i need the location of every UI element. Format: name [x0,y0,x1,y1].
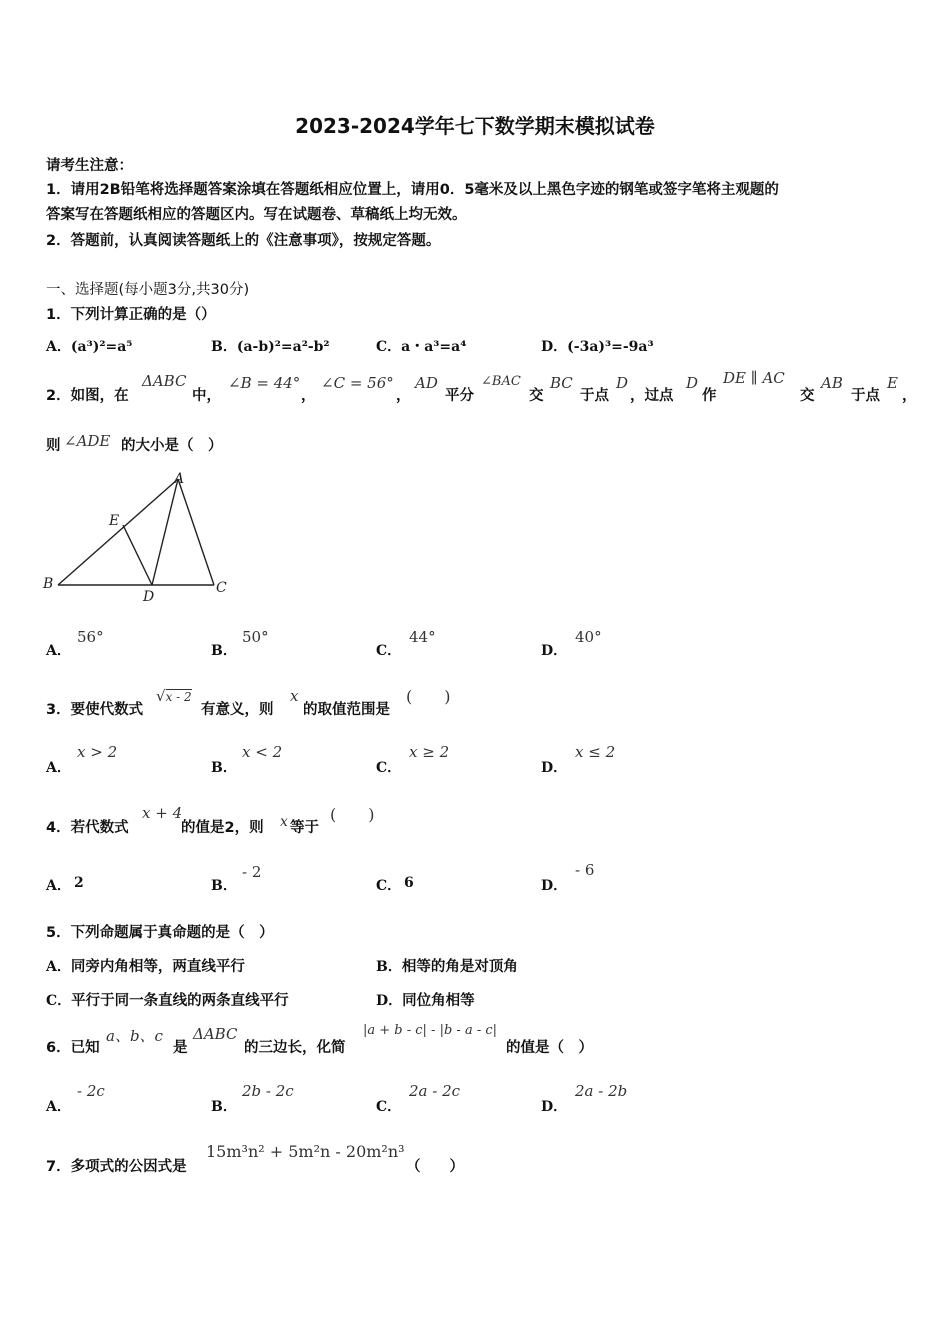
q2-angle-ade: ∠ADE [64,432,111,450]
q2-angle-bac: ∠BAC [481,374,521,389]
q2-text-12: ， [902,388,917,404]
q2-text-4: ， [396,388,411,404]
q2-option-a-value: 56° [77,628,104,646]
q4-option-d-value: - 6 [575,861,595,879]
q4-option-c-label[interactable]: C． [376,878,402,894]
q3-option-d-value: x ≤ 2 [575,743,616,761]
q6-triangle: ΔABC [193,1025,238,1043]
q6-option-b-label[interactable]: B． [211,1099,237,1115]
q6-text-4: 的值是（ ） [506,1040,593,1056]
label-d: D [143,589,155,605]
q7-stem: 7．多项式的公因式是 [46,1159,187,1175]
option-value: a・a³=a⁴ [401,339,467,355]
q2-option-d-value: 40° [575,628,602,646]
q1-option-d[interactable] [541,336,654,356]
q3-option-c-label[interactable]: C． [376,760,402,776]
q4-option-c-value: 6 [404,875,414,891]
q4-text-1: 4．若代数式 [46,820,129,836]
q4-expr: x + 4 [142,804,183,822]
q6-option-c-value: 2a - 2c [409,1082,461,1100]
option-label: B． [211,339,237,355]
q6-option-a-label[interactable]: A． [46,1099,71,1115]
label-b: B [43,576,54,592]
q2-text-14: 的大小是（ ） [121,438,223,454]
option-value: (a³)²=a⁵ [70,339,133,355]
q4-var-x: x [280,814,288,830]
label-c: C [216,580,227,596]
option-value: (-3a)³=-9a³ [567,339,654,355]
q4-text-3: 等于 [290,820,319,836]
option-label: D． [541,339,568,355]
sqrt-icon: √ [156,687,166,705]
page-title: 2023-2024学年七下数学期末模拟试卷 [295,114,655,138]
option-value: 平行于同一条直线的两条直线平行 [71,993,289,1009]
q1-stem: 1．下列计算正确的是（） [46,307,216,323]
q2-option-b-label[interactable]: B． [211,643,237,659]
q4-option-d-label[interactable]: D． [541,878,568,894]
q3-option-d-label[interactable]: D． [541,760,568,776]
q7-expr: 15m³n² + 5m²n - 20m²n³ [206,1142,405,1161]
option-value: 同位角相等 [402,993,475,1009]
q6-option-d-label[interactable]: D． [541,1099,568,1115]
q2-option-c-label[interactable]: C． [376,643,402,659]
q6-text-3: 的三边长，化简 [244,1040,346,1056]
segment-de [123,525,152,585]
q3-answer-paren[interactable]: ( ) [406,687,451,706]
q5-option-d[interactable] [376,989,475,1010]
q3-radical [156,686,192,705]
q4-option-b-label[interactable]: B． [211,878,237,894]
option-value: (a-b)²=a²-b² [236,339,330,355]
q6-text-2: 是 [173,1040,188,1056]
q5-option-a[interactable] [46,955,245,976]
q2-text-11: 于点 [851,388,880,404]
q3-option-a-value: x > 2 [77,743,118,761]
q4-option-a-label[interactable]: A． [46,878,71,894]
q2-text-5: 平分 [445,388,474,404]
q2-option-b-value: 50° [242,628,269,646]
q2-text-8: ，过点 [630,388,674,404]
q2-text-13: 则 [46,438,61,454]
q2-angle-c: ∠C = 56° [321,374,394,392]
q2-option-d-label[interactable]: D． [541,643,568,659]
notice-heading: 请考生注意： [46,158,133,174]
q3-text-1: 3．要使代数式 [46,702,144,718]
label-a: A [174,471,185,487]
q2-ab: AB [821,374,843,392]
q6-expr: |a + b - c| - |b - a - c| [363,1023,498,1038]
q7-answer-paren[interactable]: （ ） [406,1159,464,1175]
option-value: 同旁内角相等，两直线平行 [70,959,245,975]
q2-text-3: ， [301,388,316,404]
q2-option-a-label[interactable]: A． [46,643,71,659]
q3-option-b-value: x < 2 [242,743,283,761]
option-label: B． [376,959,402,975]
q3-radicand: x - 2 [165,690,192,704]
label-e: E [109,513,120,529]
q6-option-c-label[interactable]: C． [376,1099,402,1115]
q2-text-1: 2．如图，在 [46,388,129,404]
q3-option-b-label[interactable]: B． [211,760,237,776]
q5-stem: 5．下列命题属于真命题的是（ ） [46,925,274,941]
q2-text-2: 中， [192,388,221,404]
section-heading: 一、选择题(每小题3分,共30分) [46,282,250,298]
q2-text-9: 作 [702,388,717,404]
q2-text-10: 交 [800,388,815,404]
q6-option-d-value: 2a - 2b [575,1082,628,1100]
q5-option-b[interactable] [376,955,518,976]
q2-triangle-figure [40,465,240,610]
q1-option-a[interactable] [46,336,132,356]
q2-text-6: 交 [529,388,544,404]
q3-option-a-label[interactable]: A． [46,760,71,776]
option-label: C． [376,339,402,355]
q1-option-b[interactable] [211,336,330,356]
q2-bc: BC [550,374,573,392]
q2-triangle: ΔABC [142,372,187,390]
q2-text-7: 于点 [580,388,609,404]
q5-option-c[interactable] [46,989,289,1010]
q1-option-c[interactable] [376,336,466,356]
q4-option-b-value: - 2 [242,863,262,881]
q3-text-3: 的取值范围是 [303,702,390,718]
notice-line-1: 1．请用2B铅笔将选择题答案涂填在答题纸相应位置上，请用0．5毫米及以上黑色字迹的钢笔或签字笔将主观题的 [46,182,779,198]
q4-option-a-value: 2 [74,875,84,891]
option-label: A． [46,959,71,975]
q3-option-c-value: x ≥ 2 [409,743,450,761]
q2-option-c-value: 44° [409,628,436,646]
q2-angle-b: ∠B = 44° [228,374,301,392]
q6-option-a-value: - 2c [77,1082,105,1100]
notice-line-2: 答案写在答题纸相应的答题区内。写在试题卷、草稿纸上均无效。 [46,207,467,223]
q2-point-d: D [616,374,629,392]
option-value: 相等的角是对顶角 [401,959,518,975]
q2-de-parallel-ac: DE ∥ AC [723,369,785,387]
q4-answer-paren[interactable]: ( ) [330,805,375,824]
q2-point-d2: D [686,374,699,392]
q6-option-b-value: 2b - 2c [242,1082,294,1100]
q2-point-e: E [887,374,898,392]
option-label: C． [46,993,72,1009]
q3-var-x: x [290,687,299,705]
q6-sides: a、b、c [106,1027,163,1045]
option-label: A． [46,339,71,355]
segment-ba [58,479,178,585]
q3-text-2: 有意义，则 [201,702,274,718]
segment-ac [178,479,214,585]
q6-text-1: 6．已知 [46,1040,100,1056]
q4-text-2: 的值是2，则 [181,820,264,836]
q2-ad: AD [415,374,438,392]
option-label: D． [376,993,403,1009]
notice-line-3: 2．答题前，认真阅读答题纸上的《注意事项》，按规定答题。 [46,233,441,249]
segment-ad [152,479,178,585]
